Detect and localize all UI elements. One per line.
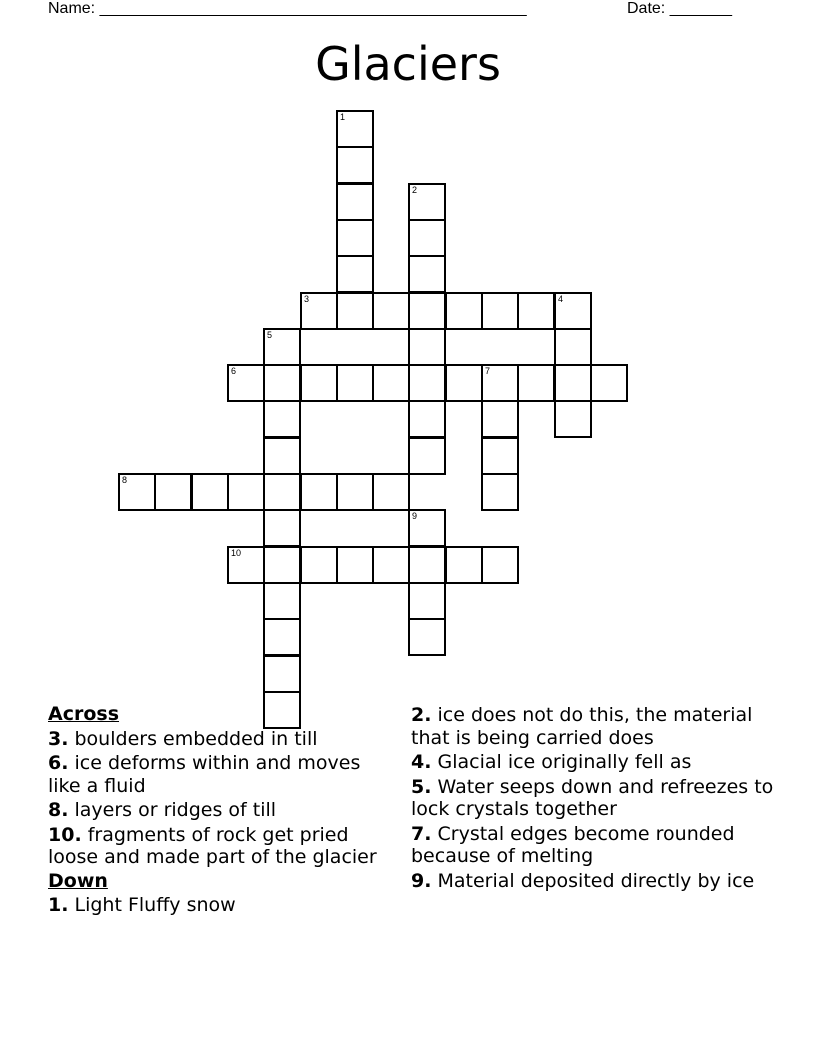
crossword-cell[interactable]	[481, 473, 519, 511]
cell-number: 6	[231, 366, 237, 376]
name-field-label: Name: ________________________________________________	[48, 0, 527, 17]
clue-text: Glacial ice originally fell as	[437, 751, 692, 773]
clue-text: layers or ridges of till	[74, 799, 277, 821]
cell-number: 8	[122, 475, 128, 485]
crossword-cell[interactable]	[300, 546, 338, 584]
clue-down-7	[411, 823, 781, 868]
crossword-cell[interactable]	[517, 292, 555, 330]
clues-right-column	[411, 702, 781, 892]
clue-across-8	[48, 799, 388, 822]
clue-text: ice does not do this, the material that is being carried does	[411, 704, 753, 749]
clue-number: 10.	[48, 823, 82, 846]
clue-number: 5.	[411, 775, 432, 798]
clue-number: 3.	[48, 727, 69, 750]
cell-number: 2	[412, 185, 418, 195]
crossword-cell[interactable]	[336, 546, 374, 584]
cell-number: 5	[267, 330, 273, 340]
crossword-cell[interactable]	[336, 110, 374, 148]
crossword-cell[interactable]	[227, 364, 265, 402]
page-title: Glaciers	[315, 37, 501, 91]
crossword-cell[interactable]	[481, 364, 519, 402]
crossword-cell[interactable]	[263, 437, 301, 475]
crossword-cell[interactable]	[336, 255, 374, 293]
crossword-cell[interactable]	[554, 364, 592, 402]
crossword-cell[interactable]	[481, 546, 519, 584]
crossword-cell[interactable]	[481, 400, 519, 438]
cell-number: 3	[304, 294, 310, 304]
clue-number: 7.	[411, 822, 432, 845]
crossword-cell[interactable]	[263, 582, 301, 620]
crossword-cell[interactable]	[336, 219, 374, 257]
clue-text: Material deposited directly by ice	[437, 869, 755, 892]
clue-text: boulders embedded in till	[74, 727, 318, 750]
clue-text: ice deforms within and moves like a fluid	[48, 752, 361, 797]
crossword-cell[interactable]	[408, 400, 446, 438]
crossword-cell[interactable]	[408, 219, 446, 257]
crossword-cell[interactable]	[408, 546, 446, 584]
crossword-cell[interactable]	[517, 364, 555, 402]
date-field-label: Date: _______	[627, 0, 732, 17]
clue-number: 4.	[411, 751, 432, 773]
crossword-cell[interactable]	[227, 546, 265, 584]
crossword-cell[interactable]	[263, 364, 301, 402]
crossword-cell[interactable]	[263, 546, 301, 584]
clue-across-6	[48, 752, 388, 797]
crossword-cell[interactable]	[408, 509, 446, 547]
crossword-cell[interactable]	[263, 400, 301, 438]
crossword-cell[interactable]	[263, 473, 301, 511]
crossword-cell[interactable]	[263, 509, 301, 547]
crossword-cell[interactable]	[336, 473, 374, 511]
clue-number: 9.	[411, 869, 432, 892]
cell-number: 9	[412, 511, 418, 521]
clue-number: 2.	[411, 704, 432, 726]
crossword-cell[interactable]	[445, 546, 483, 584]
cell-number: 10	[231, 548, 242, 558]
crossword-cell[interactable]	[336, 146, 374, 184]
across-heading: Across	[48, 703, 120, 725]
crossword-cell[interactable]	[118, 473, 156, 511]
crossword-cell[interactable]	[408, 183, 446, 221]
down-heading: Down	[48, 869, 108, 892]
crossword-cell[interactable]	[408, 618, 446, 656]
crossword-cell[interactable]	[554, 400, 592, 438]
crossword-cell[interactable]	[263, 655, 301, 693]
crossword-cell[interactable]	[336, 364, 374, 402]
clue-text: Water seeps down and refreezes to lock crystals together	[411, 775, 774, 820]
crossword-cell[interactable]	[227, 473, 265, 511]
clue-down-9	[411, 870, 781, 893]
clue-down-1	[48, 894, 388, 917]
clue-text: Light Fluffy snow	[74, 894, 236, 916]
crossword-cell[interactable]	[481, 437, 519, 475]
crossword-cell[interactable]	[336, 183, 374, 221]
crossword-cell[interactable]	[191, 473, 229, 511]
crossword-cell[interactable]	[408, 328, 446, 366]
clue-across-3	[48, 728, 388, 751]
crossword-cell[interactable]	[408, 582, 446, 620]
crossword-cell[interactable]	[300, 364, 338, 402]
cell-number: 4	[558, 294, 564, 304]
clue-text: Crystal edges become rounded because of melting	[411, 822, 735, 867]
crossword-cell[interactable]	[336, 292, 374, 330]
crossword-cell[interactable]	[300, 473, 338, 511]
crossword-cell[interactable]	[408, 364, 446, 402]
crossword-cell[interactable]	[263, 618, 301, 656]
clue-down-4	[411, 751, 781, 774]
clue-down-2	[411, 704, 781, 749]
clue-number: 8.	[48, 799, 69, 821]
crossword-cell[interactable]	[372, 364, 410, 402]
clue-number: 6.	[48, 752, 69, 774]
crossword-cell[interactable]	[372, 546, 410, 584]
crossword-cell[interactable]	[554, 328, 592, 366]
cell-number: 7	[485, 366, 491, 376]
clue-across-10	[48, 824, 388, 869]
crossword-cell[interactable]	[372, 292, 410, 330]
crossword-cell[interactable]	[445, 364, 483, 402]
clue-text: fragments of rock get pried loose and made part of the glacier	[48, 823, 377, 868]
crossword-cell[interactable]	[372, 473, 410, 511]
crossword-cell[interactable]	[408, 292, 446, 330]
crossword-cell[interactable]	[554, 292, 592, 330]
cell-number: 1	[340, 112, 346, 122]
crossword-cell[interactable]	[481, 292, 519, 330]
crossword-cell[interactable]	[590, 364, 628, 402]
clue-number: 1.	[48, 894, 69, 916]
crossword-cell[interactable]	[408, 437, 446, 475]
crossword-cell[interactable]	[263, 328, 301, 366]
crossword-cell[interactable]	[154, 473, 192, 511]
crossword-cell[interactable]	[408, 255, 446, 293]
clues-left-column	[48, 702, 388, 917]
clue-down-5	[411, 776, 781, 821]
crossword-cell[interactable]	[300, 292, 338, 330]
crossword-cell[interactable]	[445, 292, 483, 330]
